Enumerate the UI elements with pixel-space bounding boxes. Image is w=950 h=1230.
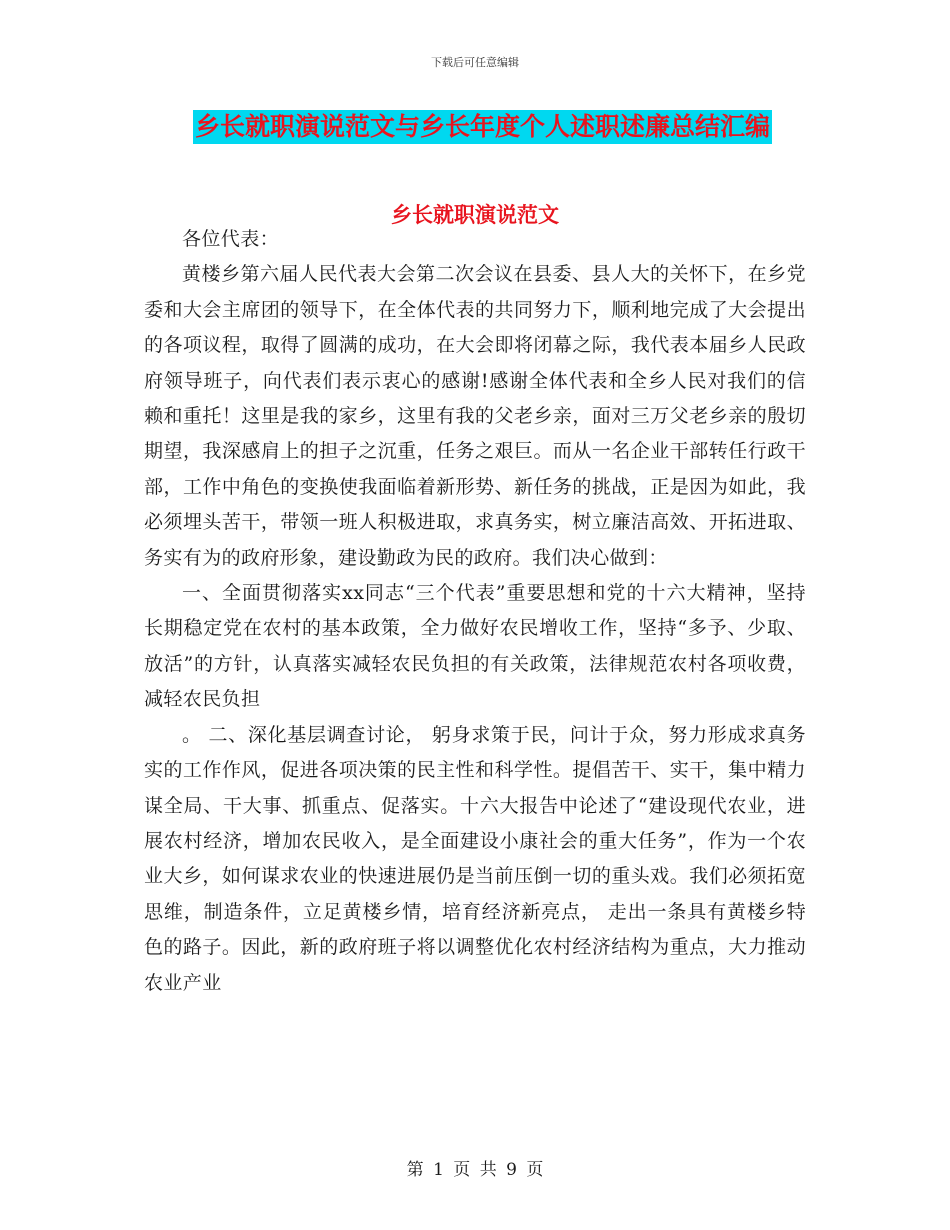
section-title: 乡长就职演说范文 bbox=[391, 203, 559, 227]
paragraph-point-one: 一、全面贯彻落实xx同志“三个代表”重要思想和党的十六大精神，坚持长期稳定党在农村的基本政策，全力做好农民增收工作，坚持“多予、少取、放活”的方针，认真落实减轻农民负担的有关政策，法律规范农村各项收费，减轻农民负担 bbox=[144, 582, 806, 711]
body-text bbox=[144, 222, 806, 1001]
document-title: 乡长就职演说范文与乡长年度个人述职述廉总结汇编 bbox=[193, 110, 772, 144]
paragraph-point-two: 。 二、深化基层调查讨论， 躬身求策于民，问计于众，努力形成求真务实的工作作风，促进各项决策的民主性和科学性。提倡苦干、实干，集中精力谋全局、干大事、抓重点、促落实。十六大报告中论述了“建设现代农业，进展农村经济，增加农民收入，是全面建设小康社会的重大任务”，作为一个农业大乡，如何谋求农业的快速进展仍是当前压倒一切的重头戏。我们必须拓宽思维，制造条件，立足黄楼乡情，培育经济新亮点， 走出一条具有黄楼乡特色的路子。因此，新的政府班子将以调整优化农村经济结构为重点，大力推动农业产业 bbox=[144, 723, 806, 994]
paragraph-intro: 黄楼乡第六届人民代表大会第二次会议在县委、县人大的关怀下，在乡党委和大会主席团的领导下，在全体代表的共同努力下，顺利地完成了大会提出的各项议程，取得了圆满的成功，在大会即将闭幕之际，我代表本届乡人民政府领导班子，向代表们表示衷心的感谢!感谢全体代表和全乡人民对我们的信赖和重托！这里是我的家乡，这里有我的父老乡亲，面对三万父老乡亲的殷切期望，我深感肩上的担子之沉重，任务之艰巨。而从一名企业干部转任行政干部，工作中角色的变换使我面临着新形势、新任务的挑战，正是因为如此，我必须埋头苦干，带领一班人积极进取，求真务实，树立廉洁高效、开拓进取、务实有为的政府形象，建设勤政为民的政府。我们决心做到： bbox=[144, 263, 806, 569]
paragraph-salutation: 各位代表： bbox=[182, 228, 280, 250]
header-note: 下载后可任意编辑 bbox=[431, 56, 519, 69]
page-number: 第 1 页 共 9 页 bbox=[406, 1160, 544, 1180]
